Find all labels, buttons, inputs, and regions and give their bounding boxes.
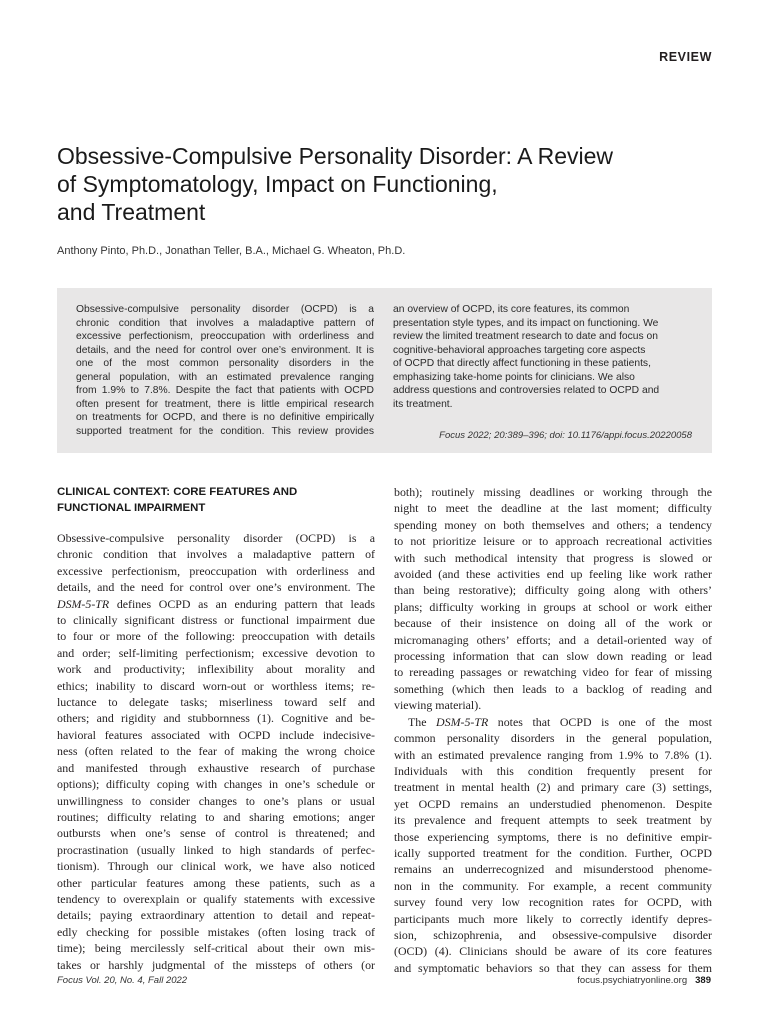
body-right-column — [394, 484, 712, 976]
dsm-reference: DSM-5-TR — [57, 596, 110, 611]
body-line: outbursts when one’s sense of control is threatened; and — [57, 826, 375, 841]
body-line: survey found very low recognition rates for OCPD, with — [394, 895, 712, 910]
body-line: unwillingness to consider changes to one’s plans or usual — [57, 793, 375, 808]
abstract-line: on treatments for OCPD, and there is no definitive empirically — [76, 412, 374, 423]
body-line: Individuals with this condition frequently present for — [394, 763, 712, 778]
section-heading-line: FUNCTIONAL IMPAIRMENT — [57, 502, 206, 514]
body-line: procrastination (usually linked to high standards of perfec- — [57, 842, 375, 857]
abstract-line: its treatment. — [393, 398, 453, 410]
body-line: ically supported treatment for the condition. Further, OCPD — [394, 845, 712, 860]
body-line: processing information that can slow down reading or lead — [394, 649, 712, 664]
body-line: to four or more of the following: preoccupation with details — [57, 629, 375, 644]
body-line: its prevalence and frequent attempts to seek treatment by — [394, 813, 712, 828]
title-line: Obsessive-Compulsive Personality Disorder: A Review — [57, 143, 614, 169]
body-line: with an estimated prevalence ranging from 1.9% to 7.8% (1). — [394, 747, 712, 762]
abstract-line: Obsessive-compulsive personality disorder (OCPD) is a — [76, 304, 374, 315]
page-number: 389 — [695, 975, 711, 986]
body-left-column — [57, 484, 375, 973]
body-line: non in the community. For example, a recent community — [394, 878, 712, 893]
abstract-line: presentation style types, and its impact on functioning. We — [393, 317, 659, 329]
body-line: night to meet the deadline at the last moment; difficulty — [394, 501, 712, 516]
body-paragraph — [394, 484, 712, 714]
citation-line: Focus 2022; 20:389–396; doi: 10.1176/appi.focus.20220058 — [439, 430, 692, 441]
body-line: to clinically significant distress or functional impairment due — [57, 613, 375, 628]
body-line: yet OCPD remains an understudied phenomenon. Despite — [394, 796, 712, 811]
body-line: luctance to delegate tasks; miserliness toward self and — [57, 695, 375, 710]
article-title — [57, 142, 717, 226]
body-line — [394, 714, 712, 730]
body-line: takes or harshly judgmental of the missteps of others (or — [57, 957, 375, 972]
abstract-line: address questions and controversies related to OCPD and — [393, 385, 660, 396]
author-list: Anthony Pinto, Ph.D., Jonathan Teller, B.A., Michael G. Wheaton, Ph.D. — [57, 245, 406, 257]
abstract-line: of OCPD that directly affect functioning in these patients, — [393, 358, 651, 369]
abstract-line: often present for treatment, there is little empirical research — [76, 398, 374, 410]
body-line: those experiencing symptoms, there is no definitive empir- — [394, 829, 712, 844]
body-text: The — [408, 714, 437, 729]
body-text: notes that OCPD is one of the most — [488, 714, 712, 729]
title-line: of Symptomatology, Impact on Functioning, — [57, 171, 498, 197]
section-type-label: REVIEW — [659, 50, 712, 64]
body-line: spending money on both themselves and others; a tendency — [394, 517, 712, 532]
body-line: because of their insistence on doing all of the work or — [394, 616, 712, 631]
body-paragraph — [57, 530, 375, 973]
body-line: Obsessive-compulsive personality disorder (OCPD) is a — [57, 531, 375, 545]
abstract-line: chronic condition that involves a maladaptive pattern of — [76, 317, 374, 329]
title-line: and Treatment — [57, 199, 206, 225]
body-line: details, and the need for control over one’s environment. The — [57, 580, 375, 595]
abstract-line: supported treatment for the condition. This review provides — [76, 425, 374, 437]
abstract-line: review the limited treatment research to date and focus on — [393, 331, 658, 342]
abstract-line: an overview of OCPD, its core features, its common — [393, 304, 630, 315]
body-line: with such methodical intensity that progress is slowed or — [394, 550, 712, 565]
journal-issue-footer: Focus Vol. 20, No. 4, Fall 2022 — [57, 975, 188, 986]
body-line: viewing material). — [394, 698, 482, 713]
abstract-box — [57, 288, 712, 453]
body-line: to not prioritize leisure or to approach recreational activities — [394, 534, 712, 549]
body-line: havioral features associated with OCPD include indecisive- — [57, 727, 375, 742]
body-line: other particular features among these patients, such as a — [57, 875, 375, 890]
body-line: avoided (and these activities end up feeling like work rather — [394, 567, 712, 582]
body-line: participants much more likely to correctly identify depres- — [394, 911, 712, 926]
body-text: defines OCPD as an enduring pattern that leads — [109, 596, 375, 611]
abstract-line: from 1.9% to 7.8%. Despite the fact that patients with OCPD — [76, 385, 374, 396]
body-line: common personality disorders in the general population, — [394, 731, 712, 746]
body-line: excessive perfectionism, preoccupation with orderliness and — [57, 563, 375, 578]
body-line — [57, 596, 375, 612]
abstract-line: excessive perfectionism, preoccupation with orderliness and — [76, 331, 374, 342]
body-line: remains an underrecognized and misunderstood phenome- — [394, 862, 712, 877]
body-line: routines; difficulty relating to and sharing emotions; anger — [57, 809, 375, 824]
section-heading-line: CLINICAL CONTEXT: CORE FEATURES AND — [57, 486, 298, 498]
dsm-reference: DSM-5-TR — [436, 714, 489, 729]
abstract-left-column — [76, 303, 374, 438]
section-heading — [57, 484, 375, 516]
abstract-line: general population, with an estimated prevalence ranging — [76, 371, 374, 383]
body-line: work and productivity; inflexibility about morality and — [57, 662, 375, 677]
body-line: than being restorative); difficulty going along with others’ — [394, 583, 712, 598]
body-line: options); difficulty coping with changes in one’s schedule or — [57, 777, 375, 792]
body-line: others; and rigidity and stubbornness (1). Cognitive and be- — [57, 711, 375, 726]
abstract-line: one of the most common personality disorders in the — [76, 358, 374, 369]
abstract-line: cognitive-behavioral approaches targeting core aspects — [393, 344, 646, 356]
body-paragraph — [394, 714, 712, 977]
footer-site — [577, 975, 711, 986]
body-line: chronic condition that involves a maladaptive pattern of — [57, 547, 375, 562]
body-line: (OCD) (4). Clinicians should be aware of its core features — [394, 944, 712, 959]
body-line: and symptomatic behaviors so that they can assess for them — [394, 960, 712, 975]
body-line: something (which then leads to a backlog of reading and — [394, 681, 712, 696]
abstract-right-column — [393, 303, 691, 411]
abstract-line: emphasizing take-home points for clinicians. We also — [393, 371, 635, 383]
body-line: tendency to overexplain or qualify statements with excessive — [57, 891, 375, 906]
body-line: details; paying extraordinary attention to detail and repeat- — [57, 908, 375, 923]
body-line: to rereading passages or rewatching video for fear of missing — [394, 665, 712, 680]
body-line: both); routinely missing deadlines or working through the — [394, 485, 712, 499]
body-line: time); being mercilessly self-critical about their own mis- — [57, 941, 375, 956]
body-line: and order; self-limiting perfectionism; excessive devotion to — [57, 645, 375, 660]
body-line: edly checking for possible mistakes (often losing track of — [57, 924, 375, 939]
body-line: plans; difficulty working in groups at school or work either — [394, 599, 712, 614]
body-line: treatment in mental health (2) and primary care (3) settings, — [394, 780, 712, 795]
abstract-line: details, and the need for control over one’s environment. It is — [76, 344, 374, 356]
body-line: tionism). Through our clinical work, we have also noticed — [57, 859, 375, 874]
body-line: and manifested through exhaustive research of purchase — [57, 760, 375, 775]
footer-website: focus.psychiatryonline.org — [577, 975, 688, 986]
body-line: ethics; inability to discard worn-out or worthless items; re- — [57, 678, 375, 693]
body-line: micromanaging others’ efforts; and a detail-oriented way of — [394, 632, 712, 647]
body-line: ness (often related to the fear of making the wrong choice — [57, 744, 375, 759]
body-line: sion, schizophrenia, and obsessive-compulsive disorder — [394, 927, 712, 942]
